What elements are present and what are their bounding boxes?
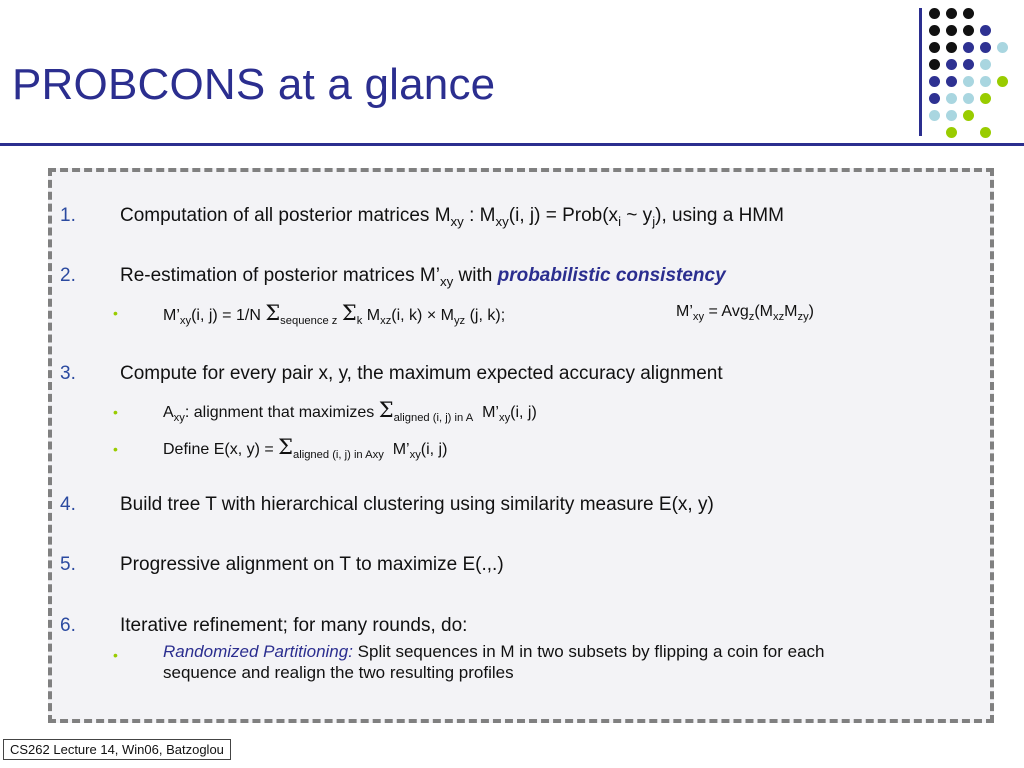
dot bbox=[929, 25, 940, 36]
dot bbox=[946, 110, 957, 121]
bullet-icon: • bbox=[113, 404, 118, 420]
item-number: 5. bbox=[60, 554, 76, 575]
dot bbox=[946, 127, 957, 138]
item-number: 2. bbox=[60, 265, 76, 286]
dot bbox=[946, 93, 957, 104]
dot bbox=[997, 42, 1008, 53]
dot bbox=[929, 110, 940, 121]
sub-item-text-line2: sequence and realign the two resulting profiles bbox=[163, 663, 514, 682]
dot bbox=[963, 76, 974, 87]
dot bbox=[963, 110, 974, 121]
item-text: Build tree T with hierarchical clustering using similarity measure E(x, y) bbox=[120, 494, 714, 515]
dot bbox=[929, 42, 940, 53]
dot bbox=[963, 8, 974, 19]
footer-caption: CS262 Lecture 14, Win06, Batzoglou bbox=[3, 739, 231, 760]
sub-item-text: $M’_{xy}(i$, j) = 1/N $\Sigma_{sequence z}$ $\Sigma_k$ $M_{xz}(i$, $k) \times M_{yz}$ (j, k); bbox=[163, 301, 506, 328]
bullet-icon: • bbox=[113, 305, 118, 321]
item-text: Compute for every pair x, y, the maximum expected accuracy alignment bbox=[120, 363, 723, 384]
sub-item-text-avg: $M’_{xy} = Avg_z(M_{xz}M_{zy})$ bbox=[676, 303, 814, 324]
item-number: 4. bbox=[60, 494, 76, 515]
dot bbox=[980, 59, 991, 70]
item-number: 6. bbox=[60, 615, 76, 636]
sub-item-text: Define E(x, $y) = \Sigma_{aligned (i, j) in Axy}$ $M’_{xy}(i$, j) bbox=[163, 435, 448, 462]
dot bbox=[980, 42, 991, 53]
sub-item-line1: Split sequences in M in two subsets by flipping a coin for each bbox=[352, 642, 825, 661]
dot bbox=[929, 76, 940, 87]
dot bbox=[980, 127, 991, 138]
dot bbox=[963, 59, 974, 70]
sub-item-lead: Randomized Partitioning: bbox=[163, 642, 353, 661]
item-text: Computation of all posterior matrices $M_{xy}$ : $M_{xy}(i$, $j) = Prob(x_i$ ~ $y_j$), using a HMM bbox=[120, 205, 784, 229]
item-number: 1. bbox=[60, 205, 76, 226]
sub-item-text: $A_{xy}$: alignment that maximizes $\Sigma_{aligned (i, j) in A}$ $M’_{xy}(i$, j) bbox=[163, 398, 537, 425]
bullet-icon: • bbox=[113, 441, 118, 457]
dot bbox=[980, 76, 991, 87]
dot bbox=[929, 59, 940, 70]
dot bbox=[963, 42, 974, 53]
dot bbox=[946, 42, 957, 53]
dot bbox=[946, 25, 957, 36]
sub-item-text bbox=[163, 642, 825, 662]
dot bbox=[963, 93, 974, 104]
bullet-icon: • bbox=[113, 647, 118, 663]
item-text: Progressive alignment on T to maximize E(.,.) bbox=[120, 554, 504, 575]
dot bbox=[980, 93, 991, 104]
dot bbox=[946, 59, 957, 70]
dot bbox=[929, 8, 940, 19]
item-number: 3. bbox=[60, 363, 76, 384]
dot bbox=[946, 76, 957, 87]
dot bbox=[980, 25, 991, 36]
dot bbox=[963, 25, 974, 36]
emphasis-text: probabilistic consistency bbox=[497, 265, 726, 286]
item-text: Re-estimation of posterior matrices $M’_{xy}$ with probabilistic consistency bbox=[120, 265, 726, 289]
dot bbox=[929, 93, 940, 104]
dot bbox=[946, 8, 957, 19]
item-text: Iterative refinement; for many rounds, do: bbox=[120, 615, 468, 636]
page-title: PROBCONS at a glance bbox=[12, 60, 496, 109]
corner-dot-grid bbox=[0, 0, 1024, 145]
dot bbox=[997, 76, 1008, 87]
